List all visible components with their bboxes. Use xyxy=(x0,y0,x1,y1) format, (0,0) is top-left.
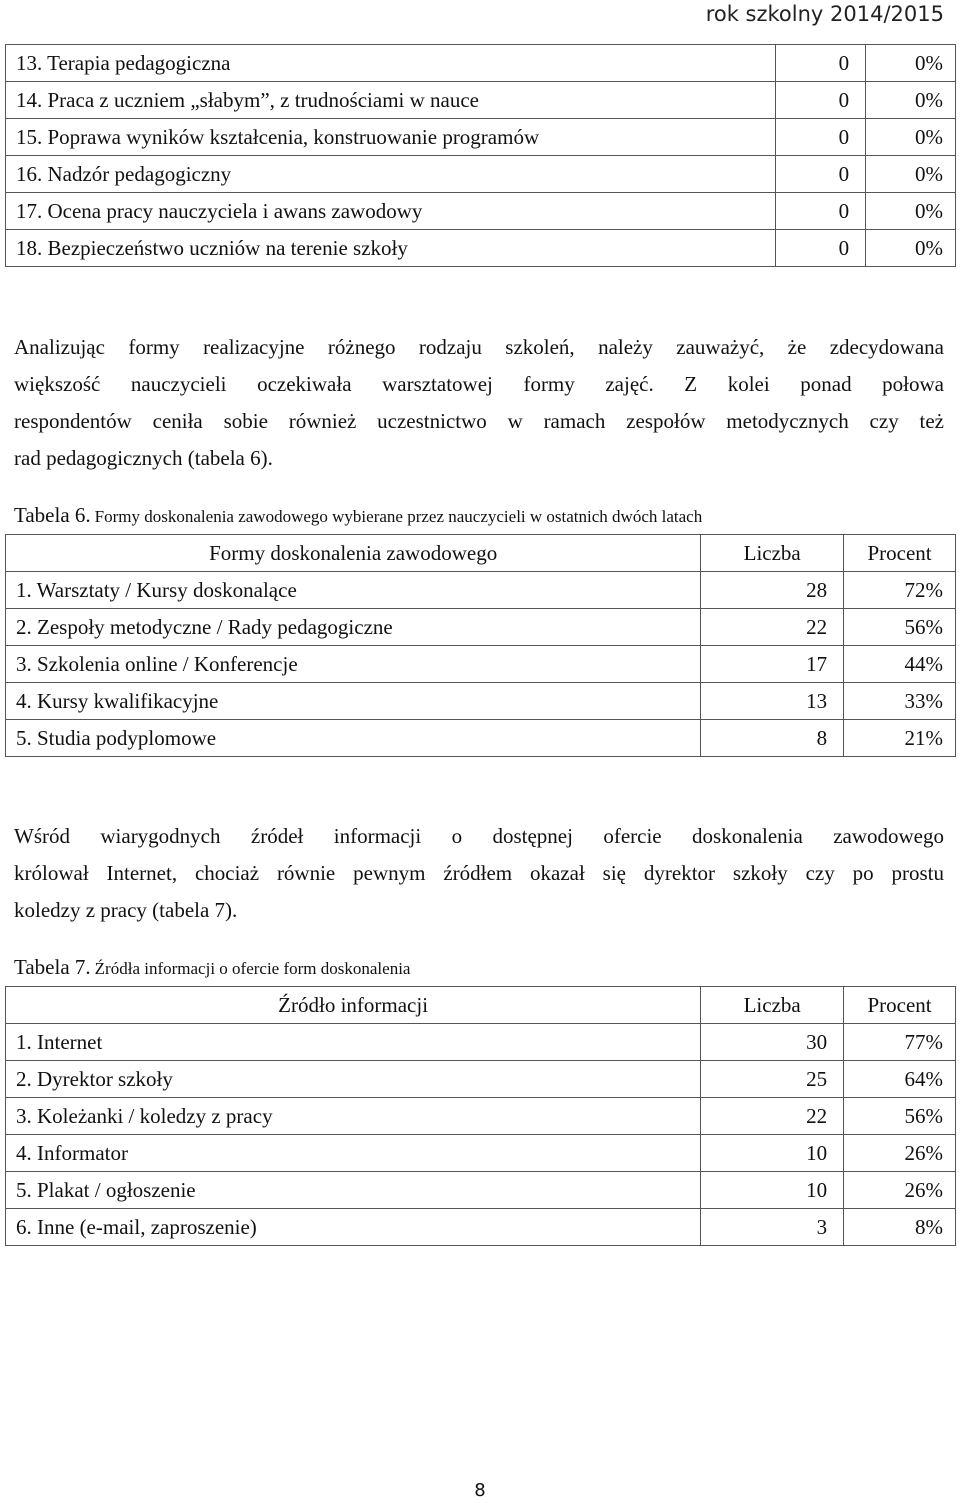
row-count: 0 xyxy=(776,230,866,267)
row-percent: 44% xyxy=(844,646,956,683)
row-percent: 0% xyxy=(866,230,956,267)
row-percent: 33% xyxy=(844,683,956,720)
column-header: Źródło informacji xyxy=(6,987,701,1024)
row-percent: 0% xyxy=(866,119,956,156)
paragraph-line: rad pedagogicznych (tabela 6). xyxy=(14,446,273,470)
row-count: 3 xyxy=(701,1209,844,1246)
table-header-row xyxy=(6,987,956,1024)
table-row xyxy=(6,119,956,156)
table-row xyxy=(6,572,956,609)
table-row xyxy=(6,193,956,230)
row-label: 14. Praca z uczniem „słabym”, z trudnościami w nauce xyxy=(6,82,776,119)
row-percent: 26% xyxy=(844,1135,956,1172)
row-count: 25 xyxy=(701,1061,844,1098)
row-label: 4. Kursy kwalifikacyjne xyxy=(6,683,701,720)
row-count: 0 xyxy=(776,156,866,193)
table-row xyxy=(6,82,956,119)
row-label: 17. Ocena pracy nauczyciela i awans zawodowy xyxy=(6,193,776,230)
table-row xyxy=(6,683,956,720)
paragraph-line: Wśród wiarygodnych źródeł informacji o dostępnej ofercie doskonalenia zawodowego xyxy=(14,824,944,848)
row-count: 0 xyxy=(776,119,866,156)
table-row xyxy=(6,230,956,267)
paragraph-line: respondentów ceniła sobie również uczestnictwo w ramach zespołów metodycznych czy też xyxy=(14,409,944,433)
school-year-header: rok szkolny 2014/2015 xyxy=(705,2,944,26)
table-row xyxy=(6,156,956,193)
table6-caption-text: Formy doskonalenia zawodowego wybierane przez nauczycieli w ostatnich dwóch latach xyxy=(94,507,703,526)
training-topics-table-continued xyxy=(5,44,956,267)
table7-information-sources xyxy=(5,986,956,1246)
paragraph-line: koledzy z pracy (tabela 7). xyxy=(14,898,238,922)
table-row xyxy=(6,1061,956,1098)
table-row xyxy=(6,45,956,82)
row-percent: 77% xyxy=(844,1024,956,1061)
row-label: 2. Dyrektor szkoły xyxy=(6,1061,701,1098)
table6-caption-label: Tabela 6. xyxy=(14,503,91,527)
information-sources-paragraph xyxy=(14,818,944,929)
row-percent: 26% xyxy=(844,1172,956,1209)
table6-professional-development xyxy=(5,534,956,757)
row-percent: 56% xyxy=(844,1098,956,1135)
table-row xyxy=(6,1209,956,1246)
table-header-row xyxy=(6,535,956,572)
row-count: 10 xyxy=(701,1172,844,1209)
row-count: 0 xyxy=(776,82,866,119)
analysis-paragraph xyxy=(14,329,944,477)
column-header: Procent xyxy=(844,987,956,1024)
table-row xyxy=(6,609,956,646)
row-percent: 56% xyxy=(844,609,956,646)
row-count: 22 xyxy=(701,609,844,646)
table-row xyxy=(6,720,956,757)
row-label: 3. Szkolenia online / Konferencje xyxy=(6,646,701,683)
row-count: 13 xyxy=(701,683,844,720)
row-count: 28 xyxy=(701,572,844,609)
row-percent: 8% xyxy=(844,1209,956,1246)
paragraph-line: królował Internet, chociaż równie pewnym źródłem okazał się dyrektor szkoły czy po prostu xyxy=(14,861,944,885)
row-label: 4. Informator xyxy=(6,1135,701,1172)
paragraph-line: większość nauczycieli oczekiwała warsztatowej formy zajęć. Z kolei ponad połowa xyxy=(14,372,944,396)
table-row xyxy=(6,1024,956,1061)
row-label: 6. Inne (e-mail, zaproszenie) xyxy=(6,1209,701,1246)
row-percent: 0% xyxy=(866,156,956,193)
page-number: 8 xyxy=(474,1480,486,1501)
row-percent: 0% xyxy=(866,193,956,230)
row-label: 3. Koleżanki / koledzy z pracy xyxy=(6,1098,701,1135)
row-count: 30 xyxy=(701,1024,844,1061)
row-label: 13. Terapia pedagogiczna xyxy=(6,45,776,82)
table7-caption-label: Tabela 7. xyxy=(14,955,91,979)
paragraph-line: Analizując formy realizacyjne różnego rodzaju szkoleń, należy zauważyć, że zdecydowana xyxy=(14,335,944,359)
row-label: 5. Studia podyplomowe xyxy=(6,720,701,757)
table7-caption-text: Źródła informacji o ofercie form doskonalenia xyxy=(94,959,411,978)
row-count: 0 xyxy=(776,45,866,82)
table-row xyxy=(6,646,956,683)
row-percent: 21% xyxy=(844,720,956,757)
column-header: Liczba xyxy=(701,987,844,1024)
row-label: 2. Zespoły metodyczne / Rady pedagogiczne xyxy=(6,609,701,646)
column-header: Formy doskonalenia zawodowego xyxy=(6,535,701,572)
row-count: 22 xyxy=(701,1098,844,1135)
row-count: 17 xyxy=(701,646,844,683)
table-row xyxy=(6,1172,956,1209)
row-percent: 0% xyxy=(866,45,956,82)
row-count: 0 xyxy=(776,193,866,230)
row-label: 1. Warsztaty / Kursy doskonalące xyxy=(6,572,701,609)
column-header: Procent xyxy=(844,535,956,572)
table-row xyxy=(6,1135,956,1172)
row-label: 18. Bezpieczeństwo uczniów na terenie szkoły xyxy=(6,230,776,267)
row-percent: 0% xyxy=(866,82,956,119)
row-percent: 72% xyxy=(844,572,956,609)
row-count: 10 xyxy=(701,1135,844,1172)
table-row xyxy=(6,1098,956,1135)
column-header: Liczba xyxy=(701,535,844,572)
row-label: 16. Nadzór pedagogiczny xyxy=(6,156,776,193)
row-label: 15. Poprawa wyników kształcenia, konstruowanie programów xyxy=(6,119,776,156)
row-count: 8 xyxy=(701,720,844,757)
row-label: 1. Internet xyxy=(6,1024,701,1061)
row-label: 5. Plakat / ogłoszenie xyxy=(6,1172,701,1209)
table6-caption xyxy=(14,503,702,528)
table7-caption xyxy=(14,955,410,980)
row-percent: 64% xyxy=(844,1061,956,1098)
